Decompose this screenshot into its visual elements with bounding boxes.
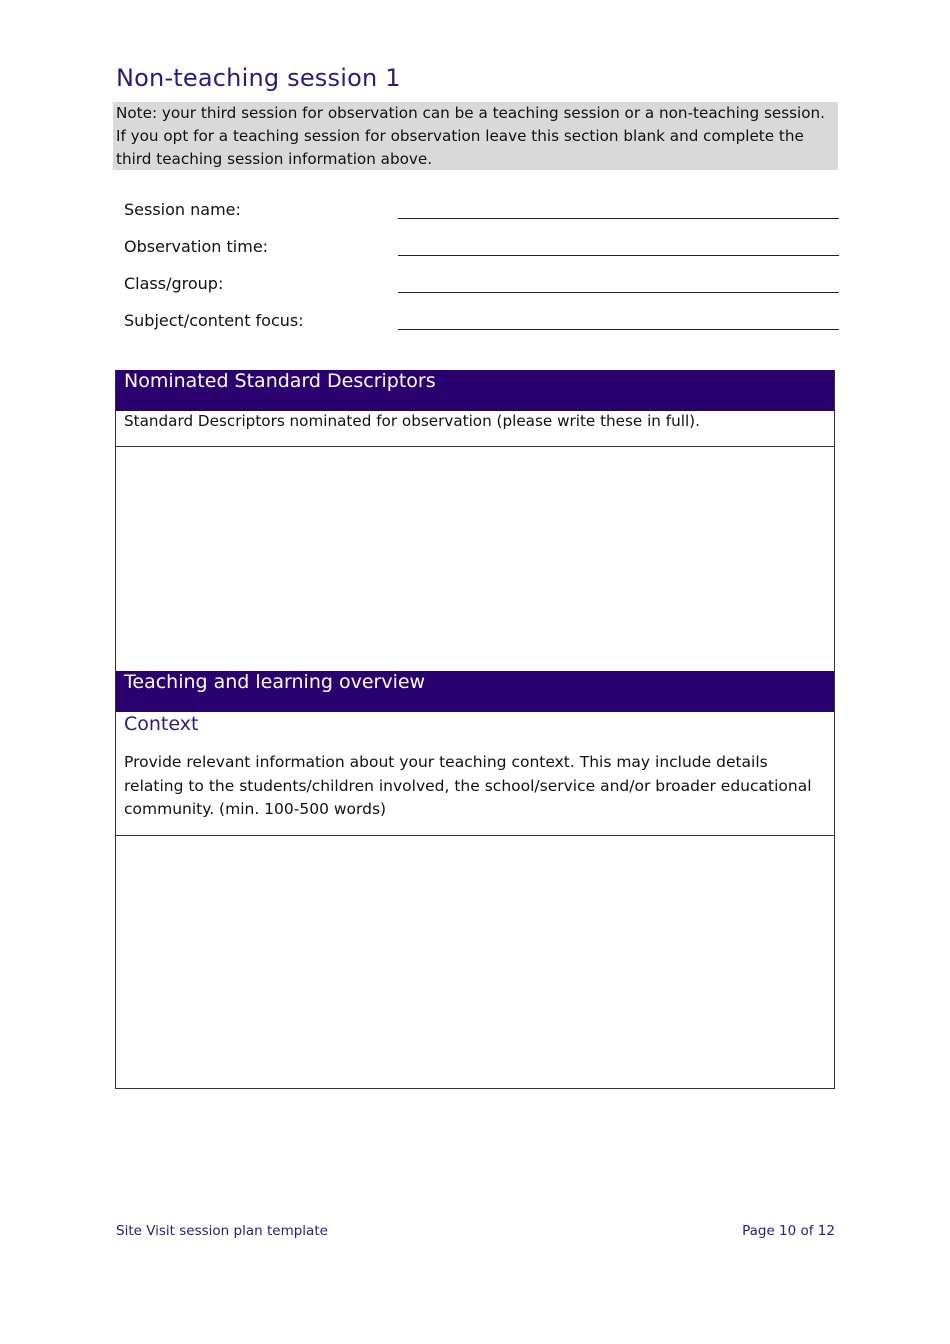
context-heading: Context bbox=[124, 713, 199, 735]
field-class-group bbox=[124, 274, 839, 304]
field-subject-content-focus bbox=[124, 311, 839, 341]
session-name-input-line[interactable] bbox=[398, 218, 839, 219]
context-row bbox=[116, 712, 834, 836]
class-group-input-line[interactable] bbox=[398, 292, 839, 293]
standards-table-heading bbox=[116, 370, 834, 411]
field-label-session-name: Session name: bbox=[124, 200, 241, 219]
standards-instruction: Standard Descriptors nominated for observation (please write these in full). bbox=[124, 412, 700, 430]
overview-table bbox=[115, 671, 835, 1089]
page-title: Non-teaching session 1 bbox=[116, 64, 401, 92]
standards-instruction-row bbox=[116, 411, 834, 447]
footer-page-number: Page 10 of 12 bbox=[742, 1223, 835, 1239]
footer-document-name: Site Visit session plan template bbox=[116, 1223, 328, 1239]
field-label-class-group: Class/group: bbox=[124, 274, 224, 293]
context-response-area[interactable] bbox=[116, 836, 834, 1088]
overview-heading-text: Teaching and learning overview bbox=[124, 671, 426, 693]
context-instruction: Provide relevant information about your teaching context. This may include details relating to the students/children involved, the school/service and/or broader educational community. (min. 100-500 words) bbox=[124, 753, 812, 818]
standards-table bbox=[115, 370, 835, 671]
standards-response-area[interactable] bbox=[116, 447, 834, 671]
observation-time-input-line[interactable] bbox=[398, 255, 839, 256]
field-session-name bbox=[124, 200, 839, 230]
standards-heading-text: Nominated Standard Descriptors bbox=[124, 370, 436, 392]
subject-content-focus-input-line[interactable] bbox=[398, 329, 839, 330]
field-observation-time bbox=[124, 237, 839, 267]
overview-table-heading bbox=[116, 671, 834, 712]
field-label-subject-content-focus: Subject/content focus: bbox=[124, 311, 304, 330]
field-label-observation-time: Observation time: bbox=[124, 237, 269, 256]
note-box: Note: your third session for observation can be a teaching session or a non-teaching session. If you opt for a teaching session for observation leave this section blank and complete the third teaching session information above. bbox=[113, 102, 838, 170]
